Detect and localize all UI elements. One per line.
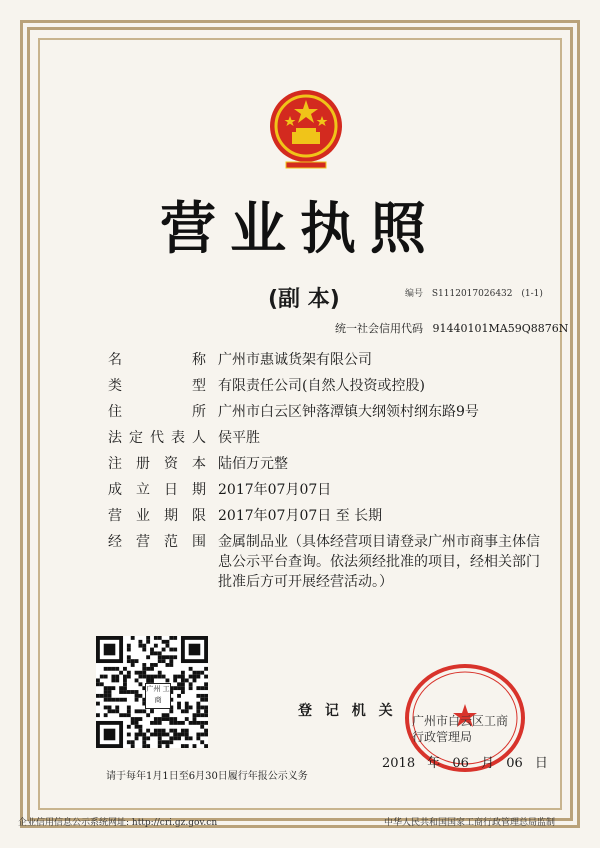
field-label-char: 类 <box>108 378 122 394</box>
field-label <box>108 402 218 422</box>
field-label-char: 册 <box>136 456 150 472</box>
footer-website: 企业信用信息公示系统网址: http://cri.gz.gov.cn <box>18 818 218 828</box>
date-day-unit: 日 <box>534 756 548 771</box>
field-label-char: 人 <box>192 430 206 446</box>
seal-text: 广州市白云区工商行政管理局 <box>412 714 509 744</box>
field-label-char: 定 <box>129 430 143 446</box>
serial-label: 编号 <box>405 289 424 299</box>
serial-suffix: (1-1) <box>521 289 543 299</box>
field-label-char: 名 <box>108 352 122 368</box>
field-label <box>108 532 218 592</box>
serial-value: S1112017026432 <box>431 289 513 299</box>
credit-code-value: 91440101MA59Q8876N <box>432 322 569 335</box>
field-row <box>108 376 548 396</box>
field-label <box>108 506 218 526</box>
field-label <box>108 428 218 448</box>
field-label-char: 营 <box>108 508 122 524</box>
field-label-char: 业 <box>136 508 150 524</box>
field-label-char: 限 <box>192 508 206 524</box>
field-label-char: 住 <box>108 404 122 420</box>
issue-date <box>382 752 556 771</box>
field-label-char: 经 <box>108 534 122 550</box>
field-label-char: 资 <box>164 456 178 472</box>
field-row <box>108 402 548 422</box>
field-label-char: 立 <box>136 482 150 498</box>
field-label-char: 表 <box>171 430 185 446</box>
date-year-unit: 年 <box>427 756 441 771</box>
field-row <box>108 350 548 370</box>
field-value: 广州市白云区钟落潭镇大纲领村纲东路9号 <box>218 404 479 420</box>
registration-authority-label: 登 记 机 关 <box>298 703 397 719</box>
field-row <box>108 454 548 474</box>
field-label <box>108 480 218 500</box>
footer-issuer: 中华人民共和国国家工商行政管理总局监制 <box>384 818 556 828</box>
date-month-unit: 月 <box>481 756 495 771</box>
field-row <box>108 532 548 592</box>
document-subtitle: (副 本) <box>268 287 340 312</box>
field-label-char: 日 <box>164 482 178 498</box>
field-row <box>108 428 548 448</box>
field-row <box>108 506 548 526</box>
field-label-char: 法 <box>108 430 122 446</box>
credit-code <box>335 320 574 336</box>
field-label-char: 范 <box>164 534 178 550</box>
field-row <box>108 480 548 500</box>
serial-number <box>405 286 549 299</box>
field-value: 广州市惠诚货架有限公司 <box>218 352 372 368</box>
credit-code-label: 统一社会信用代码 <box>335 322 423 335</box>
qr-logo: 广州 工商 <box>145 683 171 709</box>
field-label-char: 围 <box>192 534 206 550</box>
field-label-char: 所 <box>192 404 206 420</box>
field-value: 2017年07月07日 <box>218 482 332 498</box>
field-value: 陆佰万元整 <box>218 456 288 472</box>
field-label-char: 注 <box>108 456 122 472</box>
field-label-char: 期 <box>164 508 178 524</box>
field-label-char: 本 <box>192 456 206 472</box>
annual-report-note: 请于每年1月1日至6月30日履行年报公示义务 <box>106 771 308 782</box>
registration-fields <box>108 350 548 598</box>
field-value: 金属制品业（具体经营项目请登录广州市商事主体信息公示平台查询。依法须经批准的项目，经相关部门批准后方可开展经营活动。） <box>218 534 540 590</box>
field-label-char: 营 <box>136 534 150 550</box>
field-label <box>108 454 218 474</box>
page-title: 营业执照 <box>160 197 440 262</box>
field-label-char: 代 <box>150 430 164 446</box>
field-label <box>108 350 218 370</box>
date-year: 2018 <box>382 756 416 771</box>
field-value: 侯平胜 <box>218 430 260 446</box>
field-value: 2017年07月07日 至 长期 <box>218 508 383 524</box>
field-label-char: 成 <box>108 482 122 498</box>
field-label-char: 型 <box>192 378 206 394</box>
national-emblem-icon <box>266 86 346 172</box>
date-month: 06 <box>452 756 469 771</box>
field-label-char: 期 <box>192 482 206 498</box>
field-label-char: 称 <box>192 352 206 368</box>
date-day: 06 <box>506 756 523 771</box>
field-label <box>108 376 218 396</box>
field-value: 有限责任公司(自然人投资或控股) <box>218 378 425 394</box>
